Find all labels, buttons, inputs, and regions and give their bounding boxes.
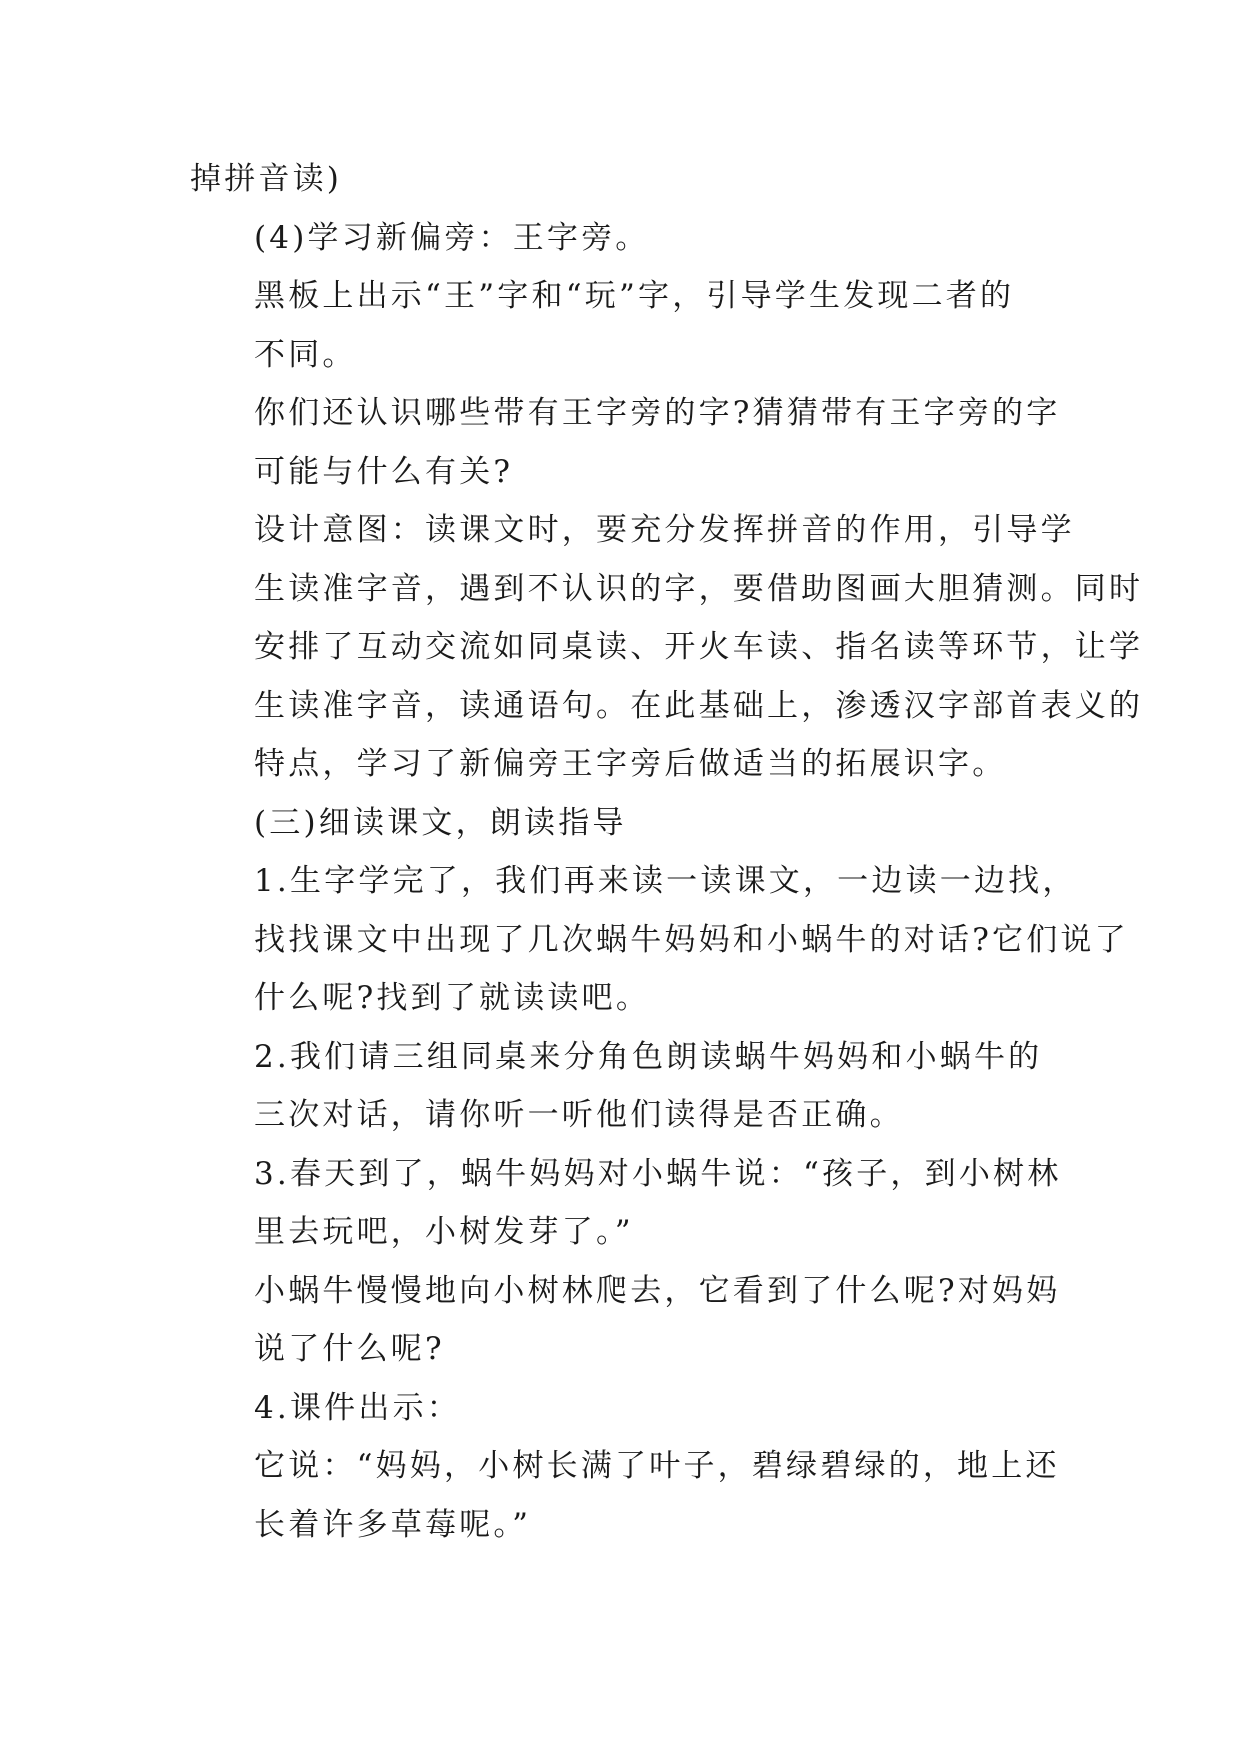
text-line: 2.我们请三组同桌来分角色朗读蜗牛妈妈和小蜗牛的 <box>254 1038 1043 1075</box>
paragraph-step-4 <box>190 1379 1050 1438</box>
text-line: 设计意图：读课文时，要充分发挥拼音的作用，引导学 <box>254 512 1075 548</box>
text-line: 3.春天到了，蜗牛妈妈对小蜗牛说：“孩子，到小树林 <box>254 1155 1062 1192</box>
paragraph-blackboard <box>190 267 1050 384</box>
paragraph-step-1 <box>190 852 1129 1028</box>
text-line: 可能与什么有关? <box>254 453 514 490</box>
text-line: 生读准字音，遇到不认识的字，要借助图画大胆猜测。同时 <box>254 570 1144 607</box>
paragraph-snail-question <box>190 1262 1061 1379</box>
text-line: 安排了互动交流如同桌读、开火车读、指名读等环节，让学 <box>254 629 1144 665</box>
text-line: 三次对话，请你听一听他们读得是否正确。 <box>254 1097 904 1133</box>
text-line: 掉拼音读) <box>190 161 343 197</box>
text-line: (4)学习新偏旁：王字旁。 <box>254 219 650 256</box>
paragraph-step-2 <box>190 1028 1050 1145</box>
paragraph-pinyin-note <box>190 150 1050 209</box>
text-line: 什么呢?找到了就读读吧。 <box>254 980 651 1016</box>
text-line: 小蜗牛慢慢地向小树林爬去，它看到了什么呢?对妈妈 <box>254 1272 1061 1309</box>
text-line: 找找课文中出现了几次蜗牛妈妈和小蜗牛的对话?它们说了 <box>254 921 1129 958</box>
text-line: 特点，学习了新偏旁王字旁后做适当的拓展识字。 <box>254 746 1007 782</box>
text-line: 说了什么呢? <box>254 1331 445 1367</box>
text-line: 不同。 <box>254 336 357 373</box>
text-line: (三)细读课文，朗读指导 <box>254 804 627 841</box>
text-line: 它说：“妈妈，小树长满了叶子，碧绿碧绿的，地上还 <box>254 1448 1060 1484</box>
document-page <box>190 150 1144 1554</box>
paragraph-step-3 <box>190 1145 1062 1262</box>
text-line: 1.生字学完了，我们再来读一读课文，一边读一边找， <box>254 863 1077 899</box>
paragraph-question <box>190 384 1061 501</box>
text-line: 黑板上出示“王”字和“玩”字，引导学生发现二者的 <box>254 278 1015 314</box>
section-heading <box>190 794 1050 853</box>
text-line: 里去玩吧，小树发芽了。” <box>254 1214 634 1250</box>
paragraph-courseware-quote <box>190 1437 1060 1554</box>
text-line: 你们还认识哪些带有王字旁的字?猜猜带有王字旁的字 <box>254 395 1061 431</box>
text-line: 长着许多草莓呢。” <box>254 1506 532 1543</box>
paragraph-design-intent <box>190 501 1144 794</box>
text-line: 4.课件出示： <box>254 1389 461 1426</box>
text-line: 生读准字音，读通语句。在此基础上，渗透汉字部首表义的 <box>254 687 1144 724</box>
paragraph-new-radical-heading <box>190 209 1050 268</box>
